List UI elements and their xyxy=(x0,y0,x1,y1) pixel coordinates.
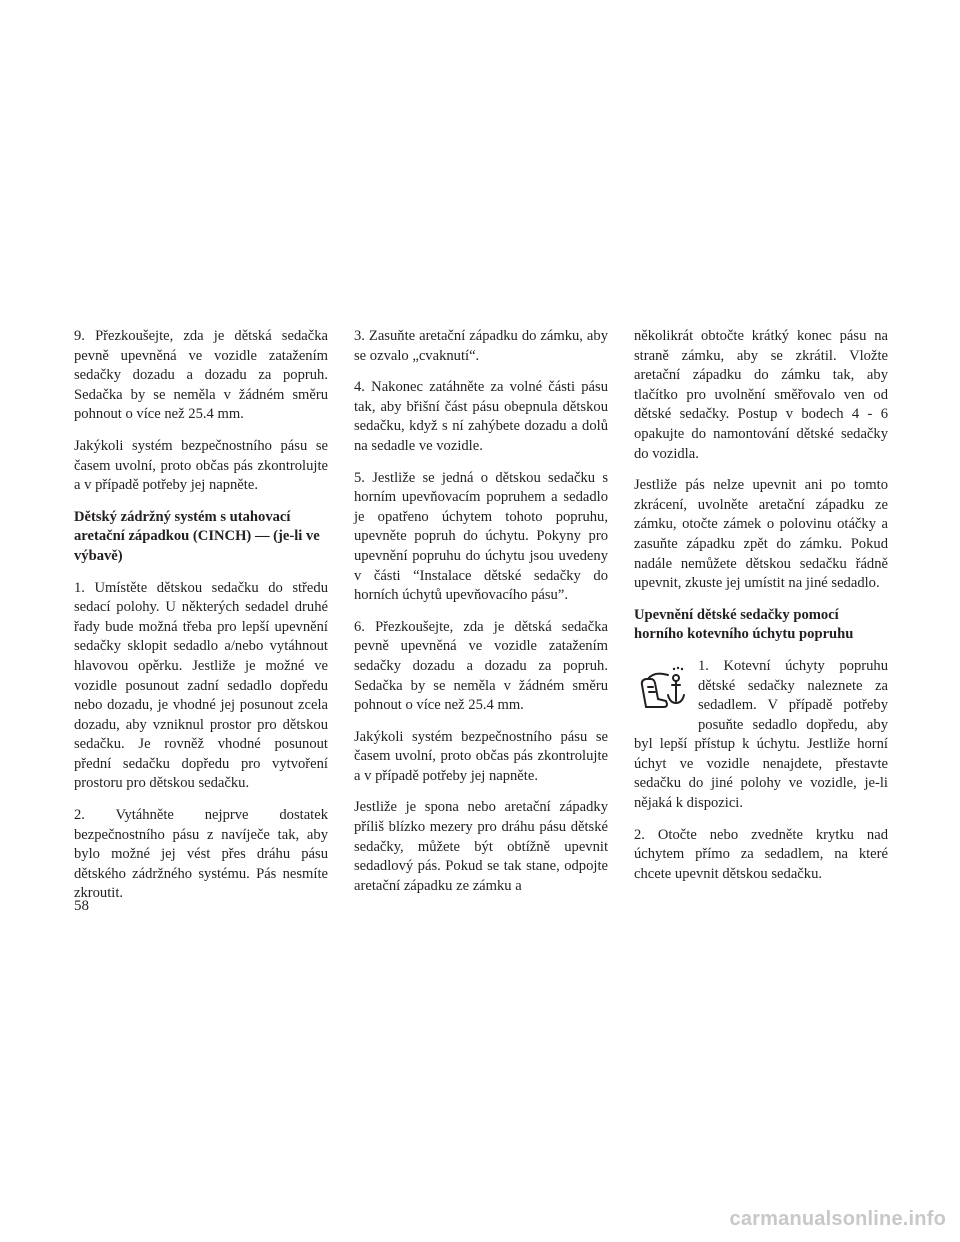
paragraph: 3. Zasuňte aretační západku do zámku, aby se ozvalo „cvaknutí“. xyxy=(354,328,608,364)
section-heading: Dětský zádržný systém s utahovací aretační západkou (CINCH) — (je-li ve výbavě) xyxy=(74,508,320,564)
paragraph: 2. Otočte nebo zvedněte krytku nad úchytem přímo za sedadlem, na které chcete upevnit dětskou sedačku. xyxy=(634,826,888,882)
page-number: 58 xyxy=(74,898,89,914)
text-column-3 xyxy=(634,327,888,896)
paragraph: několikrát obtočte krátký konec pásu na straně zámku, aby se zkrátil. Vložte aretační západku do zámku tak, aby tlačítko pro uvolnění směřovalo ven od dětské sedačky. Postup v bodech 4 - 6 opakujte do namontování dětské sedačky do vozidla. xyxy=(634,328,888,462)
paragraph: 6. Přezkoušejte, zda je dětská sedačka pevně upevněná ve vozidle zatažením sedačky dozadu a dozadu za popruh. Sedačka by se neměla v žádném směru pohnout o více než 25.4 mm. xyxy=(354,618,608,714)
paragraph: Jestliže je spona nebo aretační západky příliš blízko mezery pro dráhu pásu dětské sedačky, můžete být obtížně upevnit sedadlový pás. Pokud se tak stane, odpojte aretační západku ze zámku a xyxy=(354,799,608,894)
paragraph: Jestliže pás nelze upevnit ani po tomto zkrácení, uvolněte aretační západku ze zámku, otočte zámek o polovinu otáčky a zasuňte západku zpět do zámku. Pokud nadále nemůžete dětskou sedačku řádně upevnit, zkuste jej umístit na jiné sedadlo. xyxy=(634,477,888,592)
paragraph-with-icon xyxy=(634,657,888,814)
paragraph: 4. Nakonec zatáhněte za volné části pásu tak, aby břišní část pásu obepnula dětskou sedačku, když s ní zahýbete dozadu a dolů na sedadle ve vozidle. xyxy=(354,379,608,454)
section-heading: Upevnění dětské sedačky pomocí horního kotevního úchytu popruhu xyxy=(634,606,854,643)
paragraph: 1. Kotevní úchyty popruhu dětské sedačky naleznete za sedadlem. V případě potřeby posuňte sedadlo dopředu, aby byl lepší přístup k úchytu. Jestliže horní úchyt ve vozidle nenajdete, přestavte sedačku do jiné polohy ve vozidle, je-li nějaká k dispozici. xyxy=(634,657,888,812)
paragraph: Jakýkoli systém bezpečnostního pásu se časem uvolní, proto občas pás zkontrolujte a v případě potřeby jej napněte. xyxy=(74,437,328,494)
paragraph: 1. Umístěte dětskou sedačku do středu sedací polohy. U některých sedadel druhé řady bude možná třeba pro lepší upevnění sedačky sklopit sedadlo a/nebo vytáhnout hlavovou opěrku. Jestliže je možné ve vozidle posunout zadní sedadlo dopředu nebo dozadu, je vhodné jej posunout zcela dozadu, aby vzniknul prostor pro dětskou sedačku. Je rovněž vhodné posunout přední sedačku dopředu pro vytvoření prostoru pro dětskou sedačku. xyxy=(74,579,328,792)
child-seat-anchor-icon xyxy=(634,663,692,723)
watermark: carmanualsonline.info xyxy=(729,1208,946,1230)
paragraph: Jakýkoli systém bezpečnostního pásu se časem uvolní, proto občas pás zkontrolujte a v případě potřeby jej napněte. xyxy=(354,728,608,784)
paragraph: 2. Vytáhněte nejprve dostatek bezpečnostního pásu z navíječe tak, aby bylo možné jej vést přes dráhu pásu dětského zádržného systému. Pás nesmíte zkroutit. xyxy=(74,807,328,902)
paragraph: 5. Jestliže se jedná o dětskou sedačku s horním upevňovacím popruhem a sedadlo je opatřeno úchytem tohoto popruhu, upevněte popruh do úchytu. Pokyny pro upevnění popruhu do úchytu jsou uvedeny v části “Instalace dětské sedačky do horních úchytů upevňovacího pásu”. xyxy=(354,469,608,604)
paragraph: 9. Přezkoušejte, zda je dětská sedačka pevně upevněná ve vozidle zatažením sedačky dozadu a dozadu za popruh. Sedačka by se neměla v žádném směru pohnout o více než 25.4 mm. xyxy=(74,328,328,423)
text-column-1 xyxy=(74,327,328,916)
text-column-2 xyxy=(354,327,608,908)
